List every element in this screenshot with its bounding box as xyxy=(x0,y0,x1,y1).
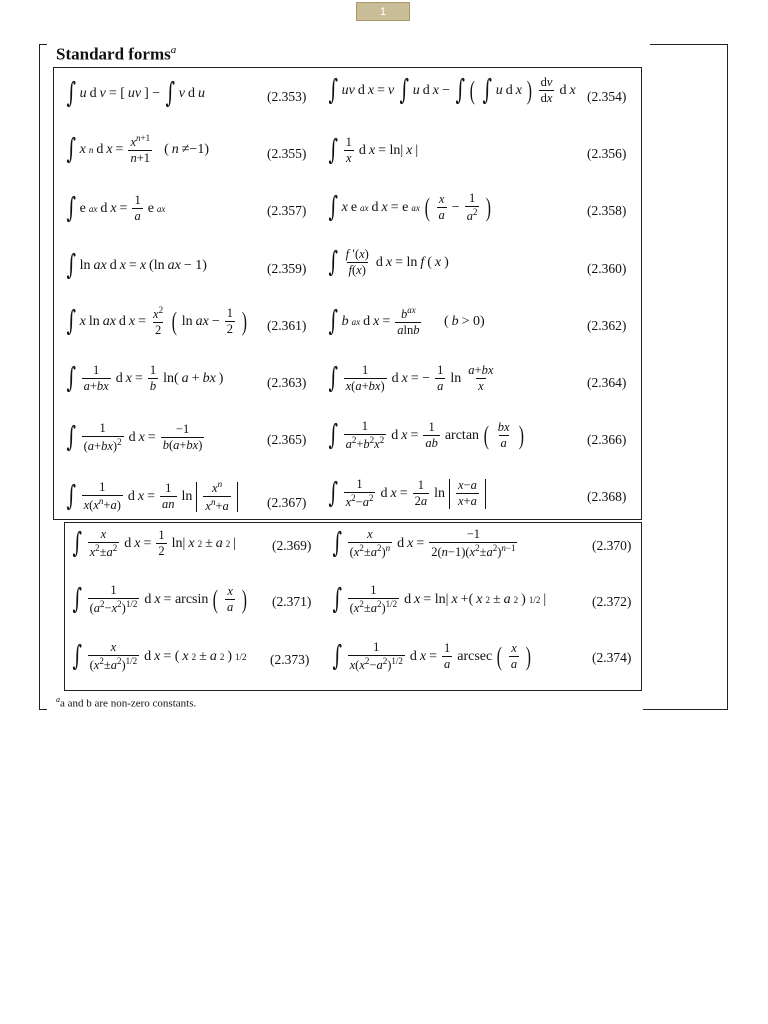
eq-number: (2.354) xyxy=(587,89,627,104)
eq-number: (2.358) xyxy=(587,203,627,218)
left-bracket-bottom xyxy=(39,709,47,710)
formula-2366: ∫ $\frac{1}{a^2+b^2x^2}$ d x = $\frac{1}{ab}$ arctan ( $\frac{bx}{a}$ ) xyxy=(328,417,524,452)
formula-2371: ∫ $\frac{1}{(a^2-x^2)^{1/2}}$ d x = arcsin ( $\frac{x}{a}$ ) xyxy=(72,581,248,616)
eq-number: (2.368) xyxy=(587,489,627,504)
formula-2358: ∫ x e ax d x = e ax ( $\frac{x}{a}$ − $\frac{1}{a^2}$ ) xyxy=(328,189,492,224)
eq-number: (2.364) xyxy=(587,375,627,390)
formula-2362: ∫ b ax d x = $\frac{b^{ax}}{alnb}$ ( b > 0) xyxy=(328,303,485,338)
formula-2372: ∫ $\frac{1}{(x^2\pm a^2)^{1/2}}$ d x = ln| x +( x 2 ± a 2 ) 1/2 | xyxy=(332,581,547,616)
eq-number: (2.374) xyxy=(592,650,632,665)
eq-number: (2.361) xyxy=(267,318,307,333)
right-bracket-bottom xyxy=(643,709,728,710)
eq-number: (2.362) xyxy=(587,318,627,333)
formula-2356: ∫ $\frac{1}{x}$ d x = ln| x | xyxy=(328,132,419,166)
page-number-badge[interactable]: 1 xyxy=(356,2,410,21)
right-bracket-vertical xyxy=(727,44,728,710)
eq-number: (2.360) xyxy=(587,261,627,276)
eq-number: (2.365) xyxy=(267,432,307,447)
formula-2355: ∫ x n d x = $\frac{x^{n+1}}{n+1}$ ( n ≠−1) xyxy=(66,131,209,166)
eq-number: (2.357) xyxy=(267,203,307,218)
formula-2373: ∫ $\frac{x}{(x^2\pm a^2)^{1/2}}$ d x = ( x 2 ± a 2 ) 1/2 xyxy=(72,638,247,673)
eq-number: (2.355) xyxy=(267,146,307,161)
left-bracket-top xyxy=(39,44,47,45)
formula-2370: ∫ $\frac{x}{(x^2\pm a^2)^n}$ d x = $\frac{-1}{2(n-1)(x^2\pm a^2)^{n-1}}$ xyxy=(332,525,516,560)
footnote: $^a$a and b are non-zero constants. xyxy=(56,695,197,710)
formula-2353: ∫ u d v = [ uv ] − ∫ v d u xyxy=(66,76,205,109)
eq-number: (2.373) xyxy=(270,652,310,667)
eq-number: (2.370) xyxy=(592,538,632,553)
formula-2374: ∫ $\frac{1}{x(x^2-a^2)^{1/2}}$ d x = $\frac{1}{a}$ arcsec ( $\frac{x}{a}$ ) xyxy=(332,638,532,673)
eq-number: (2.371) xyxy=(272,594,312,609)
eq-number: (2.363) xyxy=(267,375,307,390)
formula-2359: ∫ ln ax d x = x (ln ax − 1) xyxy=(66,248,207,281)
section-title: Standard forms$^a$ xyxy=(56,44,177,64)
formula-2363: ∫ $\frac{1}{a+bx}$ d x = $\frac{1}{b}$ ln( a + bx ) xyxy=(66,360,224,394)
formula-2368: ∫ $\frac{1}{x^2-a^2}$ d x = $\frac{1}{2a}$ ln $\frac{x-a}{x+a}$ xyxy=(326,478,487,509)
left-bracket-vertical xyxy=(39,44,40,710)
eq-number: (2.356) xyxy=(587,146,627,161)
formula-2369: ∫ $\frac{x}{x^2\pm a^2}$ d x = $\frac{1}{2}$ ln| x 2 ± a 2 | xyxy=(72,525,237,560)
formula-2365: ∫ $\frac{1}{(a+bx)^2}$ d x = $\frac{-1}{b(a+bx)}$ xyxy=(66,419,203,454)
formula-2360: ∫ $\frac{f '(x)}{f(x)}$ d x = ln f ( x ) xyxy=(328,244,449,278)
eq-number: (2.367) xyxy=(267,495,307,510)
formula-2361: ∫ x ln ax d x = $\frac{x^2}{2}$ ( ln ax − $\frac{1}{2}$ ) xyxy=(66,303,247,338)
eq-number: (2.366) xyxy=(587,432,627,447)
eq-number: (2.353) xyxy=(267,89,307,104)
eq-number: (2.372) xyxy=(592,594,632,609)
formula-2354: ∫ uv d x = v ∫ u d x − ∫ ( ∫ u d x ) $\frac{dv}{dx}$ d x xyxy=(328,72,576,106)
formula-2367: ∫ $\frac{1}{x(x^n+a)}$ d x = $\frac{1}{an}$ ln $\frac{x^n}{x^n+a}$ xyxy=(64,480,239,514)
formula-2364: ∫ $\frac{1}{x(a+bx)}$ d x = − $\frac{1}{a}$ ln $\frac{a+bx}{x}$ xyxy=(328,360,494,394)
right-bracket-top xyxy=(650,44,728,45)
eq-number: (2.369) xyxy=(272,538,312,553)
formula-2357: ∫ e ax d x = $\frac{1}{a}$ e ax xyxy=(66,190,166,224)
eq-number: (2.359) xyxy=(267,261,307,276)
